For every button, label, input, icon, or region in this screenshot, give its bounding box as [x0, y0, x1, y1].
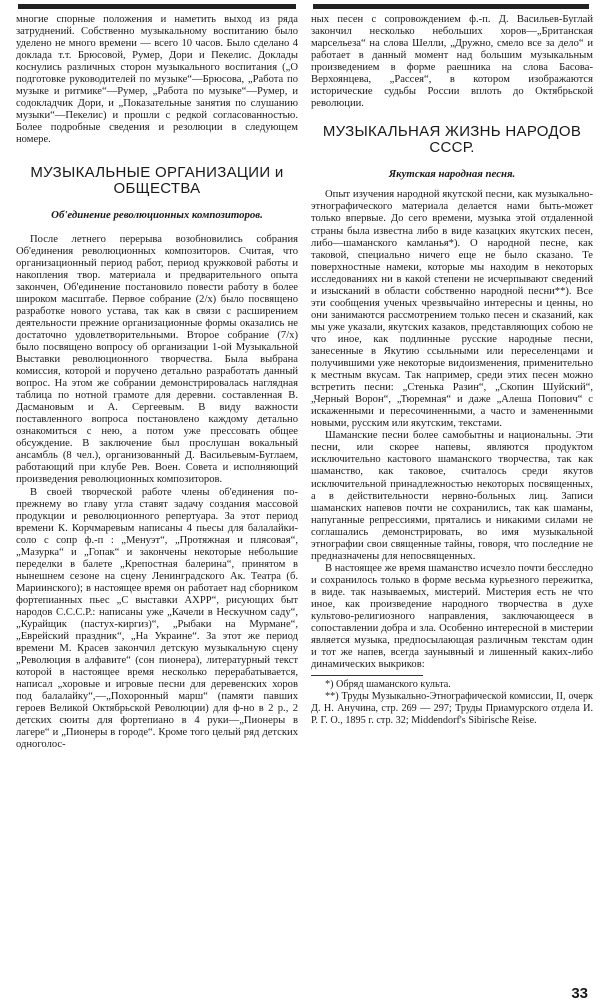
top-rule-right — [313, 4, 589, 9]
right-paragraph-3: В настоящее же время шаманство исчезло почти бесследно и сохранилось только в форме весьма курьезного пережитка, в виде. так называемых, мистерий. Мистерия есть не что иное, как произведение народного творчества в духе культово-религиозного направления, заключающееся в сопоставлении добра и зла. Особенно интересной в мистерии является музыка, предпосылающая различным текстам один и тот же напев, всегда заунывный и лишенный каких-либо динамических выкриков: — [311, 562, 593, 671]
right-column — [311, 14, 593, 727]
section-title-organizations: МУЗЫКАЛЬНЫЕ ОРГАНИЗАЦИИ и ОБЩЕСТВА — [30, 163, 284, 197]
footnote-2: **) Труды Музыкально-Этнографической комиссии, II, очерк Д. Н. Анучина, стр. 269 — 297; Труды Приамурского отдела И. Р. Г. О., 1895 г. стр. 32; Middendorf's Sibirische Reise. — [311, 691, 593, 727]
footnote-1: *) Обряд шаманского культа. — [325, 679, 451, 691]
top-rule-left — [18, 4, 296, 9]
left-column — [16, 14, 298, 752]
right-paragraph-2: Шаманские песни более самобытны и национальны. Эти песни, или скорее напевы, являются продуктом исключительно кастового шаманского творчества, так как шаманство, как таковое, считалось среди якутов исключительной принадлежностью некоторых посвященных, а в действительности нервно-больных лиц. Записи шаманских напевов почти не сохранились, так как шаманы, напуганные репрессиями, прятались и никакими силами не соглашались демонстрировать, во имя музыкальной этнографии свои священные тайны, говоря, что последние не предназначены для непосвященных. — [311, 430, 593, 562]
footnote-divider — [311, 675, 423, 676]
page-number: 33 — [571, 985, 588, 1002]
left-paragraph-2: В своей творческой работе члены об'единения по-прежнему во главу угла ставят задачу создания массовой продукции и революционного репертуара. За этот период времени К. Корчмаревым написаны 4 пьесы для балалайки-соло с сопр ф.-п : „Менуэт“, „Протяжная и плясовая“, „Мазурка“ и „Гопак“ и закончены некоторые небольшие переделки в балете „Крепостная балерина“, принятом в нынешнем сезоне на сцену Ленинградского Ак. Театра (б. Мариинского); в настоящее время он работает над сборником фортепианных пьес „С выставки АХРР“, рисующих быт народов С.С.С.Р.: написаны уже „Качели в Нескучном саду“, „Курайщик (пастух-киргиз)“, „Рыбаки на Мурмане“, „Еврейский праздник“, „На Украине“. За этот же период времени М. Красев закончил детскую музыкальную сцену „Революция в алфавите“ (сон пионера), литературный текст которой в настоящее время несколько перерабатывается, написал „хоровые и игровые песни для деревенских хоров под балалайку“,—„Похоронный марш“ (памяти павших героев Великой Октябрьской Революции) для ф-но в 2 р., 2 детских сюиты для фортепиано в 4 руки—„Пионеры в лагере“ и „Пионеры в городе“. Кроме того целый ряд детских одноголос- — [16, 486, 298, 751]
subtitle-revolutionary-composers: Об'единение революционных композиторов. — [51, 208, 263, 221]
subtitle-yakut-song: Якутская народная песня. — [388, 168, 516, 181]
left-paragraph-1: После летнего перерыва возобновились собрания Об'единения революционных композиторов. Считая, что организационный период работ, период кружковой работы и накопления твор. материала и предварительного опыта закончен, Об'единение постановило повести работу в более широком масштабе. Первое собрание (2/х) было посвящено разработке нового устава, так как в связи с расширением деятельности прежние организационные формы оказались не достаточно удовлетворительными. Второе собрание (7/х) было посвящено вопросу об организации 1-ой Музыкальной Выставки революционного творчества. Была выбрана комиссия, которой и поручено детально разработать данный вопрос. На этом же собрании демонстрировалась наглядная таблица по нотной грамоте для деревни. составленная В. Дасмановым и А. Сергеевым. В виду важности поставленного вопроса постановлено каждому детально ознакомиться с нею, а потом уже прессовать общее обсуждение. В заключение был прослушан вокальный ансамбль (8 чел.), организованный Д. Васильевым-Буглаем, работающий при клубе Рев. Воен. Совета и исполняющий произведения революционных композиторов. — [16, 233, 298, 486]
right-paragraph-1: Опыт изучения народной якутской песни, как музыкально-этнографического материала делается нами быть-может только впервые. До сего времени, музыка этой отдаленной страны была известна либо в виде казацких якутских песен, либо—шаманского камланья*). О народной песне, как таковой, специально ничего еще не было сказано. Те поверхностные намеки, которые мы находим в некоторых исследованиях ни в какой степени не исчерпывают сведений и изысканий в области собственно народной песни**). Все эти сообщения ученых чрезвычайно интересны и ценны, но они занимаются рассмотрением только песен и сказаний, как мы уже указали, якутских казаков, представляющих собою не что иное, как подлинные русские народные песни, занесенные в Якутию ссыльными или переселенцами и получившими уже некоторые видоизменения, применительно к местным вкусам. Так например, среди этих песен можно встретить песни: „Стенька Разин“, „Скопин Шуйский“, „Черный Ворон“, „Тюремная“ и даже „Алеша Попович“ с искаженными и пересочиненными, а часто и замененными новыми, русским или якутским, текстами. — [311, 189, 593, 430]
left-continuation-paragraph: многие спорные положения и наметить выход из ряда затруднений. Собственно музыкальному воспитанию было уделено не много времени — всего 10 часов. Было сделано 4 доклада т.т. Брюсовой, Румер, Дори и Пекелис. Доклады коснулись различных сторон музыкального воспитания („О подготовке руководителей по музыке“—Брюсова, „Работа по музыке и ритмике“—Румер, „Работа по музыке“—Румер, и содокладчик Дори, и „Показательные занятия по слушанию музыки“—Пекелис) и прошли с редкой согласованностью. Более подробные сведения и резолюции в следующем номере. — [16, 14, 298, 146]
section-title-music-life: МУЗЫКАЛЬНАЯ ЖИЗНЬ НАРОДОВ СССР. — [322, 123, 582, 157]
right-continuation-paragraph: ных песен с сопровождением ф.-п. Д. Васильев-Буглай закончил несколько небольших хоров—„Британская марсельеза“ на слова Шелли, „Дружно, смело все за дело“ и работает в данный момент над большим музыкальным произведением в форме раешника на слова Басова-Верхоянцева, „Рассея“, в котором изображаются исторические судьбы России вплоть до Октябрьской революции. — [311, 14, 593, 110]
